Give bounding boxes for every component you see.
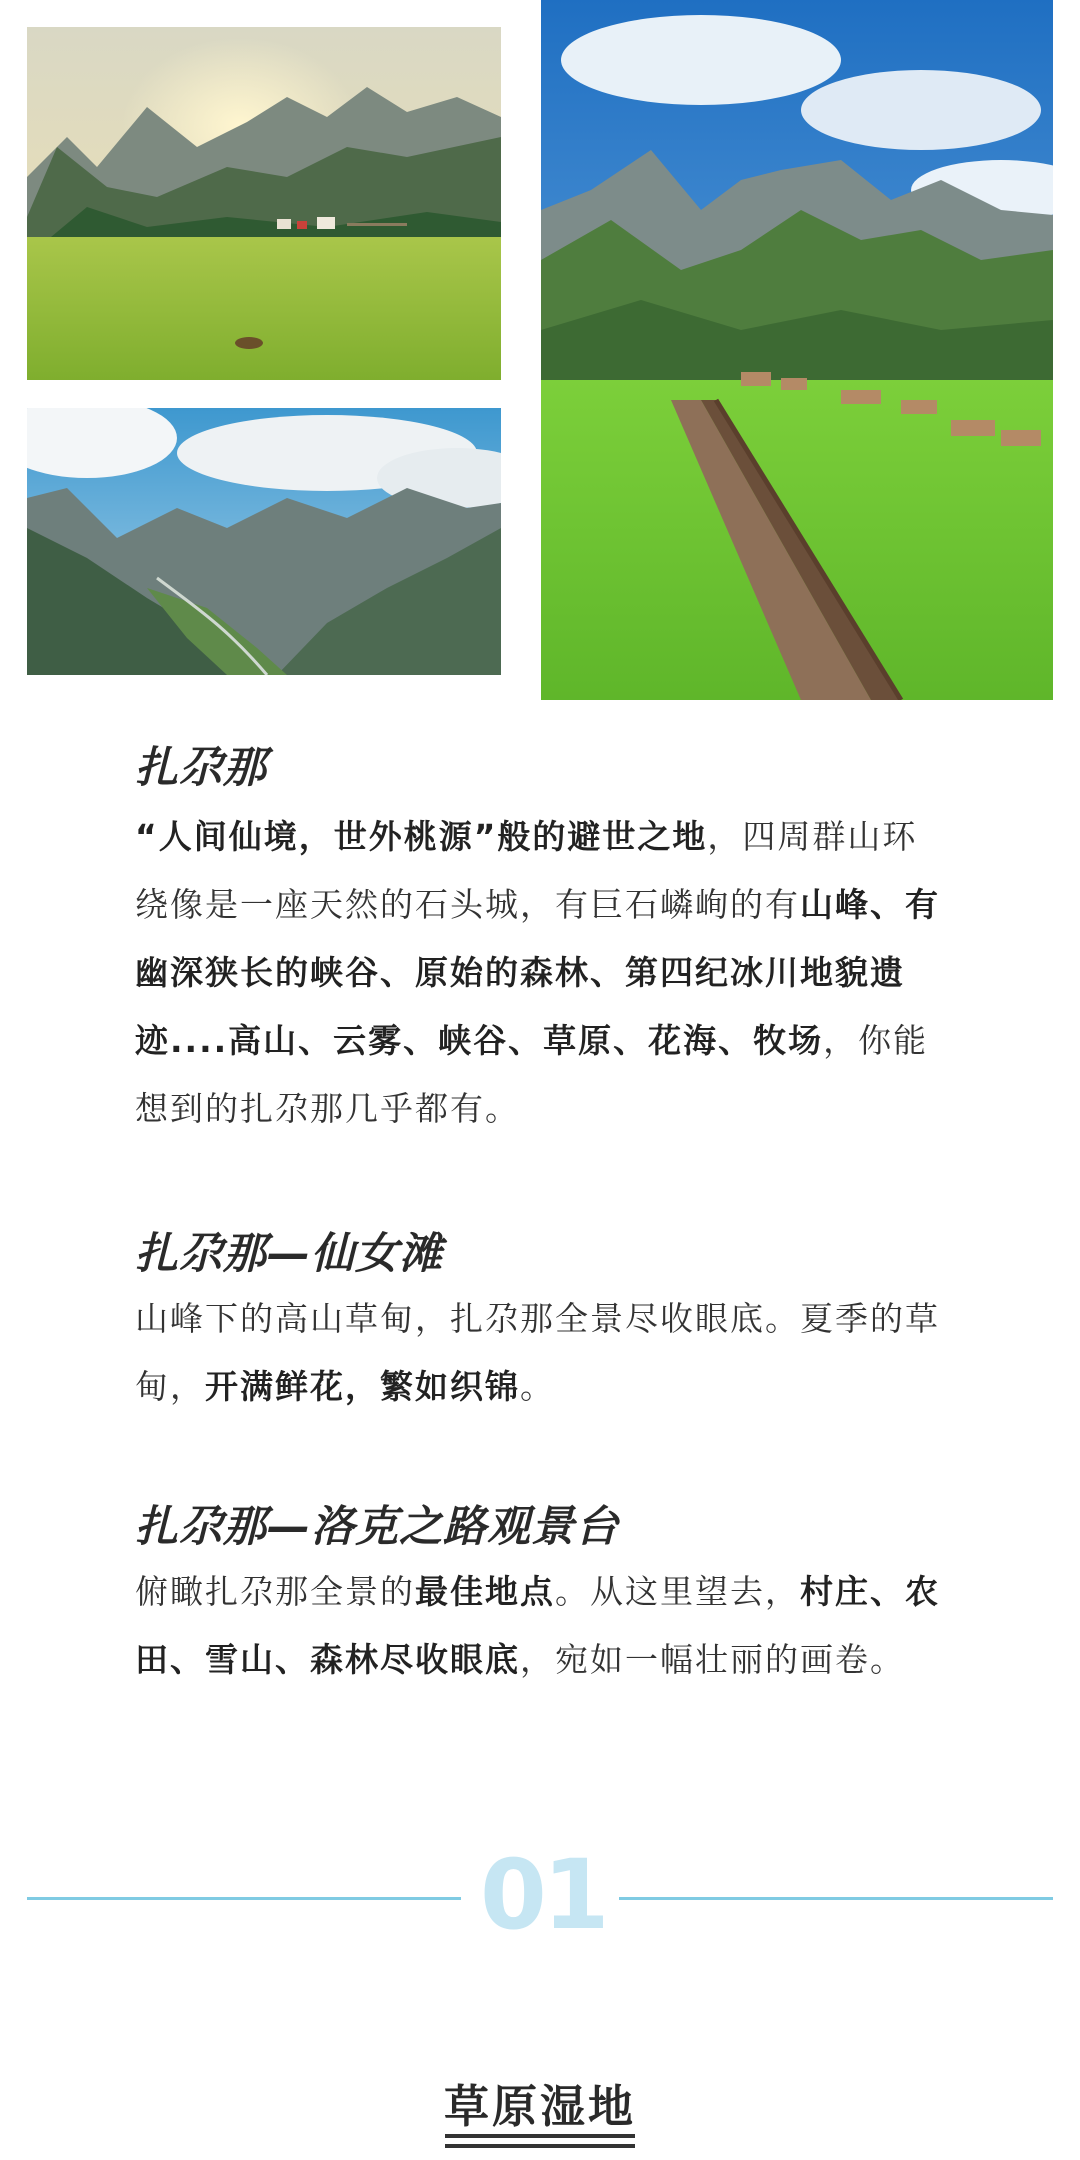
paragraph-text: 俯瞰扎尕那全景的 [135, 1572, 415, 1611]
paragraph-bold-text: 最佳地点 [415, 1572, 555, 1611]
meadow-sunset-photo [27, 27, 501, 380]
paragraph-bold-text: “人间仙境，世外桃源”般的避世之地 [135, 817, 708, 856]
section-number: 01 [480, 1839, 606, 1951]
divider-line-right [619, 1897, 1053, 1900]
heading-underline [445, 2134, 635, 2148]
valley-aerial-photo [27, 408, 501, 675]
paragraph-text: ，你能想到的扎尕那几乎都有。 [135, 1021, 929, 1128]
paragraph-text: ，四周群山环绕像是一座天然的石头城，有巨石嶙峋的有 [135, 817, 918, 924]
mountain-boardwalk-photo [541, 0, 1053, 700]
paragraph-text: 。 [520, 1367, 555, 1406]
paragraph-bold-text: 村庄、农田、雪山、森林尽收眼底 [135, 1572, 940, 1679]
section-title: 扎尕那—仙女滩 [135, 1229, 443, 1279]
paragraph-text: ，宛如一幅壮丽的画卷。 [520, 1640, 905, 1679]
section-paragraph [135, 803, 945, 1143]
section-title: 扎尕那 [135, 743, 267, 793]
section-title: 扎尕那—洛克之路观景台 [135, 1502, 619, 1552]
section-zhagana [135, 734, 945, 1143]
paragraph-bold-text: 开满鲜花，繁如织锦 [205, 1367, 520, 1406]
section-fairy-beach [135, 1220, 945, 1421]
next-section-heading: 草原湿地 [443, 2080, 636, 2133]
paragraph-text: 。从这里望去， [555, 1572, 800, 1611]
section-rock-road-viewpoint [135, 1493, 945, 1694]
paragraph-bold-text: 山峰、有幽深狭长的峡谷、原始的森林、第四纪冰川地貌遗迹....高山、云雾、峡谷、草原、花海、牧场 [135, 885, 940, 1060]
section-paragraph [135, 1558, 945, 1694]
divider-line-left [27, 1897, 461, 1900]
paragraph-text: 山峰下的高山草甸，扎尕那全景尽收眼底。夏季的草甸， [135, 1299, 940, 1406]
section-paragraph [135, 1285, 945, 1421]
